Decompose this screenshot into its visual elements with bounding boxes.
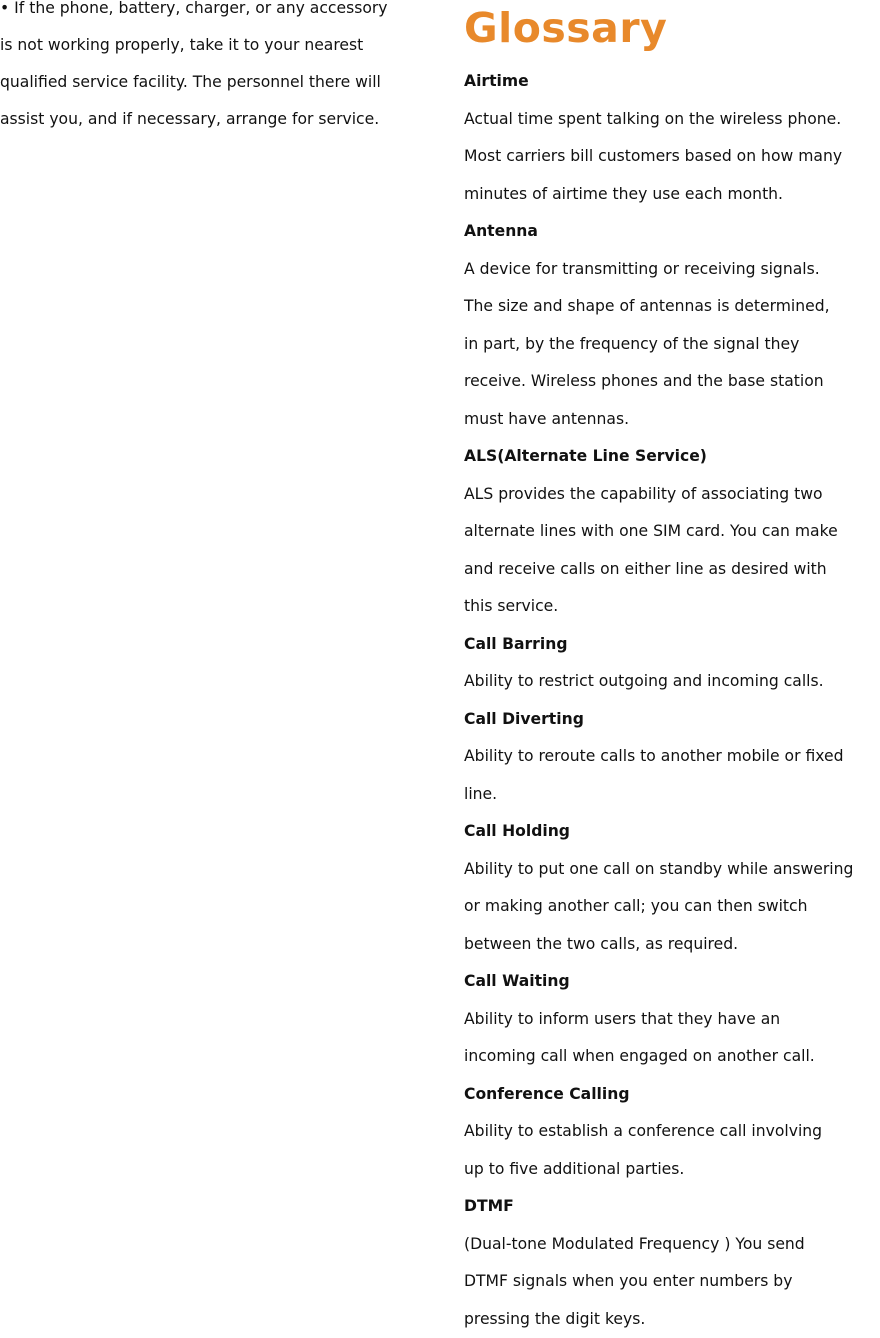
definition-line: and receive calls on either line as desired with: [464, 551, 880, 589]
glossary-term: Call Waiting: [464, 963, 880, 1001]
glossary-term: Call Holding: [464, 813, 880, 851]
definition-line: receive. Wireless phones and the base station: [464, 363, 880, 401]
definition-line: Ability to reroute calls to another mobile or fixed: [464, 738, 880, 776]
definition-line: this service.: [464, 588, 880, 626]
service-line: • If the phone, battery, charger, or any accessory: [0, 0, 430, 27]
glossary-entry-call-waiting: [464, 963, 880, 1076]
glossary-entry-airtime: [464, 63, 880, 213]
glossary-entry-dtmf: [464, 1188, 880, 1338]
definition-line: up to five additional parties.: [464, 1151, 880, 1189]
definition-line: DTMF signals when you enter numbers by: [464, 1263, 880, 1301]
service-line: assist you, and if necessary, arrange for service.: [0, 101, 430, 138]
glossary-term: ALS(Alternate Line Service): [464, 438, 880, 476]
glossary-term: DTMF: [464, 1188, 880, 1226]
service-line: is not working properly, take it to your nearest: [0, 27, 430, 64]
definition-line: Ability to restrict outgoing and incoming calls.: [464, 663, 880, 701]
glossary-term: Call Diverting: [464, 701, 880, 739]
definition-line: or making another call; you can then switch: [464, 888, 880, 926]
definition-line: in part, by the frequency of the signal they: [464, 326, 880, 364]
service-line: qualified service facility. The personnel there will: [0, 64, 430, 101]
definition-line: Ability to put one call on standby while answering: [464, 851, 880, 889]
definition-line: minutes of airtime they use each month.: [464, 176, 880, 214]
glossary-term: Airtime: [464, 63, 880, 101]
definition-line: (Dual-tone Modulated Frequency ) You send: [464, 1226, 880, 1264]
glossary-term: Conference Calling: [464, 1076, 880, 1114]
definition-line: The size and shape of antennas is determined,: [464, 288, 880, 326]
definition-line: Ability to establish a conference call involving: [464, 1113, 880, 1151]
glossary-column: [464, 0, 880, 1338]
definition-line: between the two calls, as required.: [464, 926, 880, 964]
definition-line: Most carriers bill customers based on how many: [464, 138, 880, 176]
glossary-entry-als: [464, 438, 880, 626]
definition-line: must have antennas.: [464, 401, 880, 439]
definition-line: ALS provides the capability of associating two: [464, 476, 880, 514]
page-title: Glossary: [464, 0, 880, 56]
definition-line: pressing the digit keys.: [464, 1301, 880, 1338]
definition-line: incoming call when engaged on another call.: [464, 1038, 880, 1076]
glossary-entry-conference-calling: [464, 1076, 880, 1189]
glossary-entry-antenna: [464, 213, 880, 438]
definition-line: A device for transmitting or receiving signals.: [464, 251, 880, 289]
definition-line: Ability to inform users that they have an: [464, 1001, 880, 1039]
service-paragraph: [0, 0, 430, 138]
glossary-entry-call-diverting: [464, 701, 880, 814]
glossary-entry-call-holding: [464, 813, 880, 963]
definition-line: line.: [464, 776, 880, 814]
definition-line: alternate lines with one SIM card. You can make: [464, 513, 880, 551]
definition-line: Actual time spent talking on the wireless phone.: [464, 101, 880, 139]
glossary-term: Call Barring: [464, 626, 880, 664]
glossary-term: Antenna: [464, 213, 880, 251]
left-column: [0, 0, 430, 138]
glossary-entry-call-barring: [464, 626, 880, 701]
